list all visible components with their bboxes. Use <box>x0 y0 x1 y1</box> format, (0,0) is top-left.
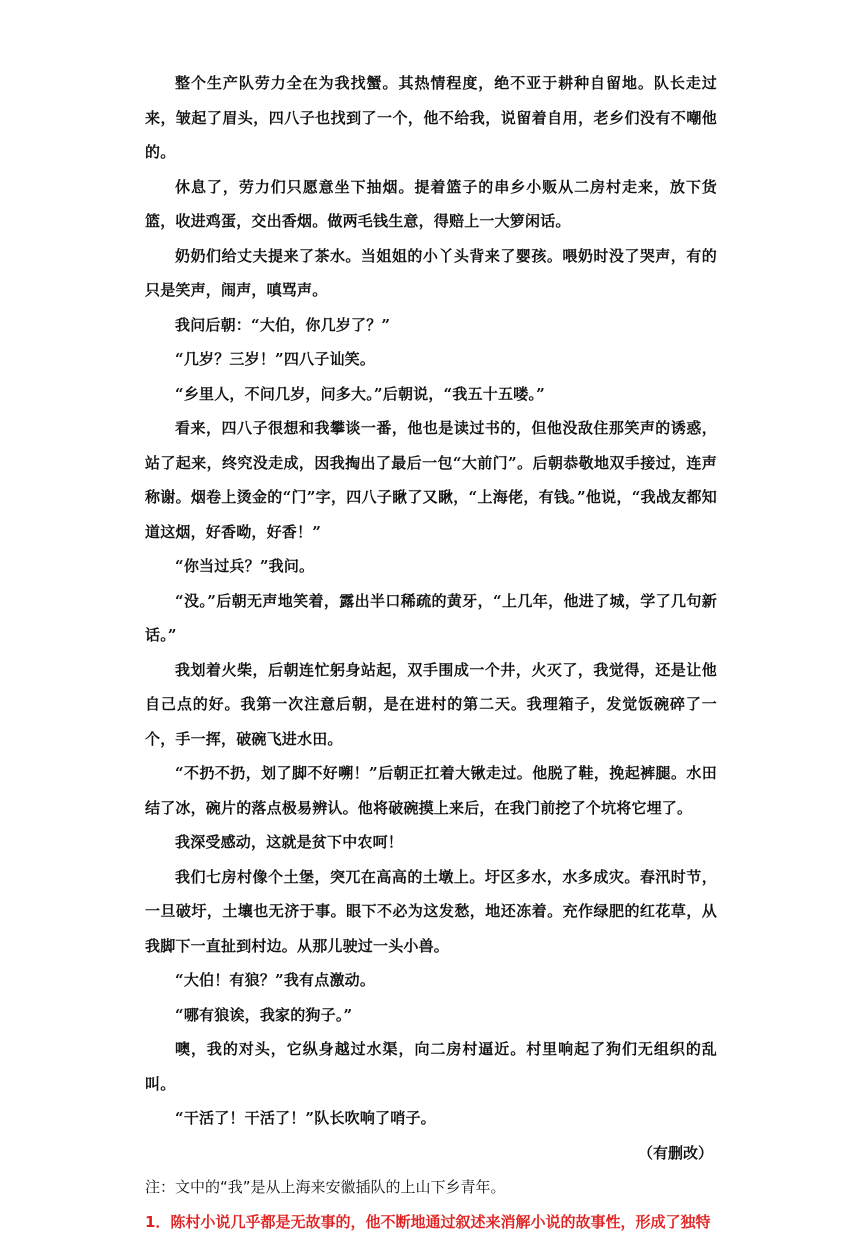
passage-paragraph-17: “干活了！干活了！”队长吹响了哨子。 <box>145 1101 717 1136</box>
passage-paragraph-13: 我们七房村像个土堡，突兀在高高的土墩上。圩区多水，水多成灾。春汛时节，一旦破圩，土壤也无济于事。眼下不必为这发愁，地还冻着。充作绿肥的红花草，从我脚下一直扯到村边。从那儿驶过一头小兽。 <box>145 860 717 964</box>
passage-paragraph-10: 我划着火柴，后朝连忙躬身站起，双手围成一个井，火灭了，我觉得，还是让他自己点的好。我第一次注意后朝，是在进村的第二天。我理箱子，发觉饭碗碎了一个，手一挥，破碗飞进水田。 <box>145 653 717 757</box>
document-page <box>145 66 717 1239</box>
passage-paragraph-12: 我深受感动，这就是贫下中农呵！ <box>145 825 717 860</box>
footnote: 注：文中的“我”是从上海来安徽插队的上山下乡青年。 <box>145 1170 717 1205</box>
passage <box>145 66 717 1136</box>
passage-paragraph-15: “哪有狼诶，我家的狗子。” <box>145 998 717 1033</box>
source-note: （有删改） <box>145 1136 717 1171</box>
passage-paragraph-7: 看来，四八子很想和我攀谈一番，他也是读过书的，但他没敌住那笑声的诱惑，站了起来，终究没走成，因我掏出了最后一包“大前门”。后朝恭敬地双手接过，连声称谢。烟卷上烫金的“门”字，四八子瞅了又瞅，“上海佬，有钱。”他说，“我战友都知道这烟，好香呦，好香！” <box>145 411 717 549</box>
question-1: 1．陈村小说几乎都是无故事的，他不断地通过叙述来消解小说的故事性，形成了独特 <box>145 1205 717 1239</box>
passage-paragraph-11: “不扔不扔，划了脚不好嗍！”后朝正扛着大锹走过。他脱了鞋，挽起裤腿。水田结了冰，碗片的落点极易辨认。他将破碗摸上来后，在我门前挖了个坑将它埋了。 <box>145 756 717 825</box>
passage-paragraph-4: 我问后朝：“大伯，你几岁了？” <box>145 308 717 343</box>
passage-paragraph-9: “没。”后朝无声地笑着，露出半口稀疏的黄牙，“上几年，他进了城，学了几句新话。” <box>145 584 717 653</box>
passage-paragraph-14: “大伯！有狼？”我有点激动。 <box>145 963 717 998</box>
passage-paragraph-8: “你当过兵？”我问。 <box>145 549 717 584</box>
passage-paragraph-3: 奶奶们给丈夫提来了茶水。当姐姐的小丫头背来了婴孩。喂奶时没了哭声，有的只是笑声，闹声，嗔骂声。 <box>145 239 717 308</box>
passage-paragraph-5: “几岁？三岁！”四八子讪笑。 <box>145 342 717 377</box>
passage-paragraph-6: “乡里人，不问几岁，问多大。”后朝说，“我五十五喽。” <box>145 377 717 412</box>
passage-paragraph-16: 噢，我的对头，它纵身越过水渠，向二房村逼近。村里响起了狗们无组织的乱叫。 <box>145 1032 717 1101</box>
passage-paragraph-2: 休息了，劳力们只愿意坐下抽烟。提着篮子的串乡小贩从二房村走来，放下货篮，收进鸡蛋，交出香烟。做两毛钱生意，得赔上一大箩闲话。 <box>145 170 717 239</box>
passage-paragraph-1: 整个生产队劳力全在为我找蟹。其热情程度，绝不亚于耕种自留地。队长走过来，皱起了眉头，四八子也找到了一个，他不给我，说留着自用，老乡们没有不嘲他的。 <box>145 66 717 170</box>
